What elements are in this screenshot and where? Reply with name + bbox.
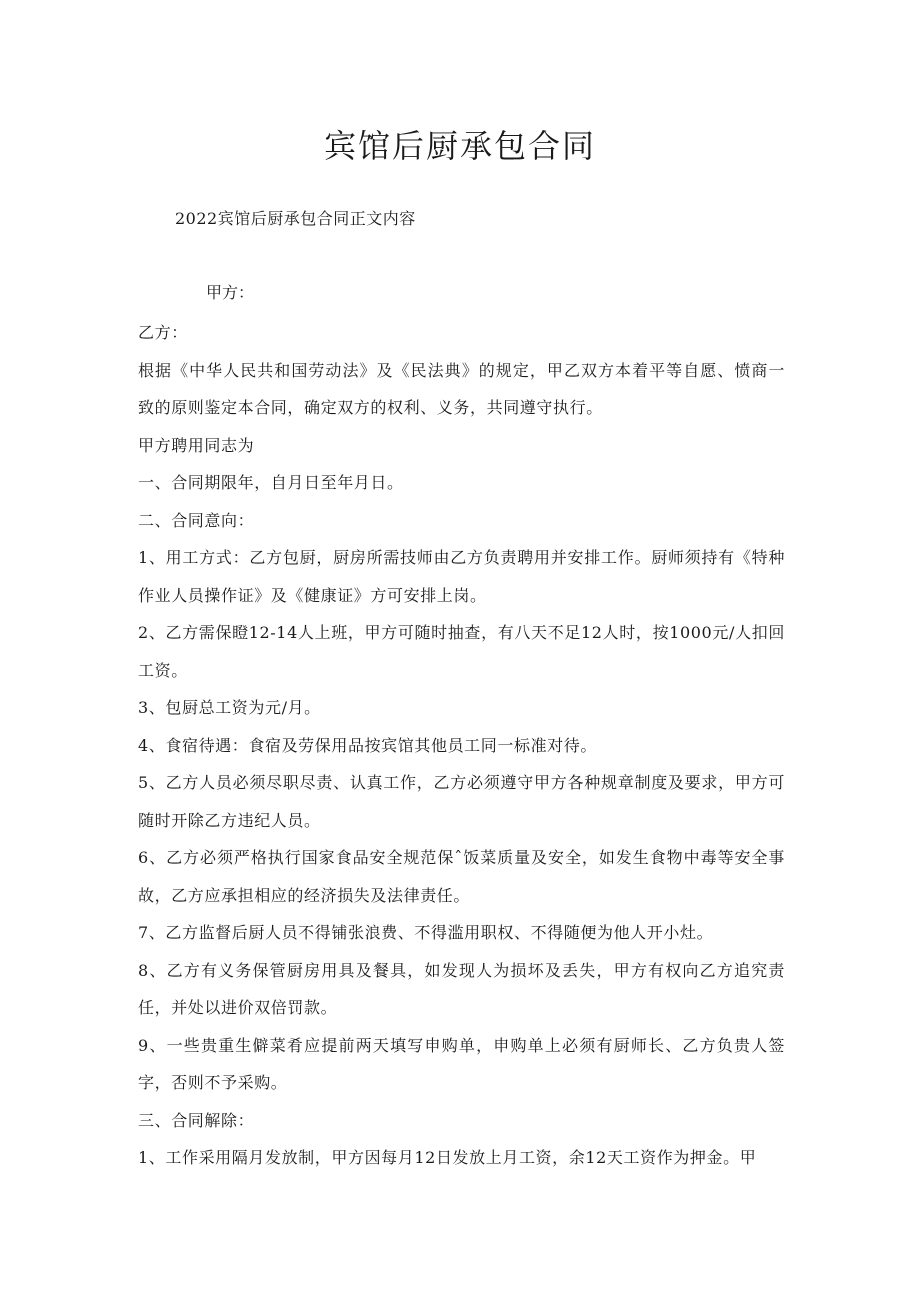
party-a-line: 甲方： [206, 283, 255, 302]
document-title: 宾馆后厨承包合同 [323, 127, 596, 165]
party-b-line: 乙方： [138, 323, 188, 342]
document-subtitle: 2022宾馆后厨承包合同正文内容 [175, 209, 416, 228]
clause-item: 1、工作采用隔月发放制，甲方因每月12日发放上月工资，余12天工资作为押金。甲 [138, 1148, 757, 1167]
clause-item: 4、食宿待遇：食宿及劳保用品按宾馆其他员工同一标准对待。 [138, 735, 597, 755]
clause-item: 1、用工方式：乙方包厨，厨房所需技师由乙方负责聘用并安排工作。厨师须持有《特种作业人员操作证》及《健康证》方可安排上岗。 [138, 548, 785, 605]
clause-item: 7、乙方监督后厨人员不得铺张浪费、不得滥用职权、不得随便为他人开小灶。 [138, 923, 714, 942]
clause-item: 3、包厨总工资为元/月。 [138, 698, 321, 717]
clause-item: 5、乙方人员必须尽职尽责、认真工作，乙方必须遵守甲方各种规章制度及要求，甲方可随时开除乙方违纪人员。 [138, 773, 785, 830]
paragraph-preamble: 根据《中华人民共和国劳动法》及《民法典》的规定，甲乙双方本着平等自愿、愤商一致的原则鉴定本合同，确定双方的权利、义务，共同遵守执行。 [138, 360, 785, 417]
clause-item: 2、乙方需保瞪12-14人上班，甲方可随时抽查，有八天不足12人时，按1000元/人扣回工资。 [138, 623, 785, 680]
clause-item: 6、乙方必须严格执行国家食品安全规范保ˆ饭菜质量及安全，如发生食物中毒等安全事故，乙方应承担相应的经济损失及法律责任。 [138, 848, 785, 905]
clause-item: 9、一些贵重生僻菜肴应提前两天填写申购单，申购单上必须有厨师长、乙方负贵人签字，否则不予采购。 [138, 1035, 785, 1092]
section-heading-term: 一、合同期限年，自月日至年月日。 [138, 473, 404, 492]
section-heading-termination: 三、合同解除： [138, 1110, 255, 1130]
section-heading-intent: 二、合同意向： [138, 510, 255, 530]
clause-item: 8、乙方有义务保管厨房用具及餐具，如发现人为损坏及丢失，甲方有权向乙方追究责任，并处以进价双倍罚款。 [138, 960, 785, 1017]
paragraph-hire: 甲方聘用同志为 [138, 435, 255, 455]
contract-body [138, 314, 785, 1177]
